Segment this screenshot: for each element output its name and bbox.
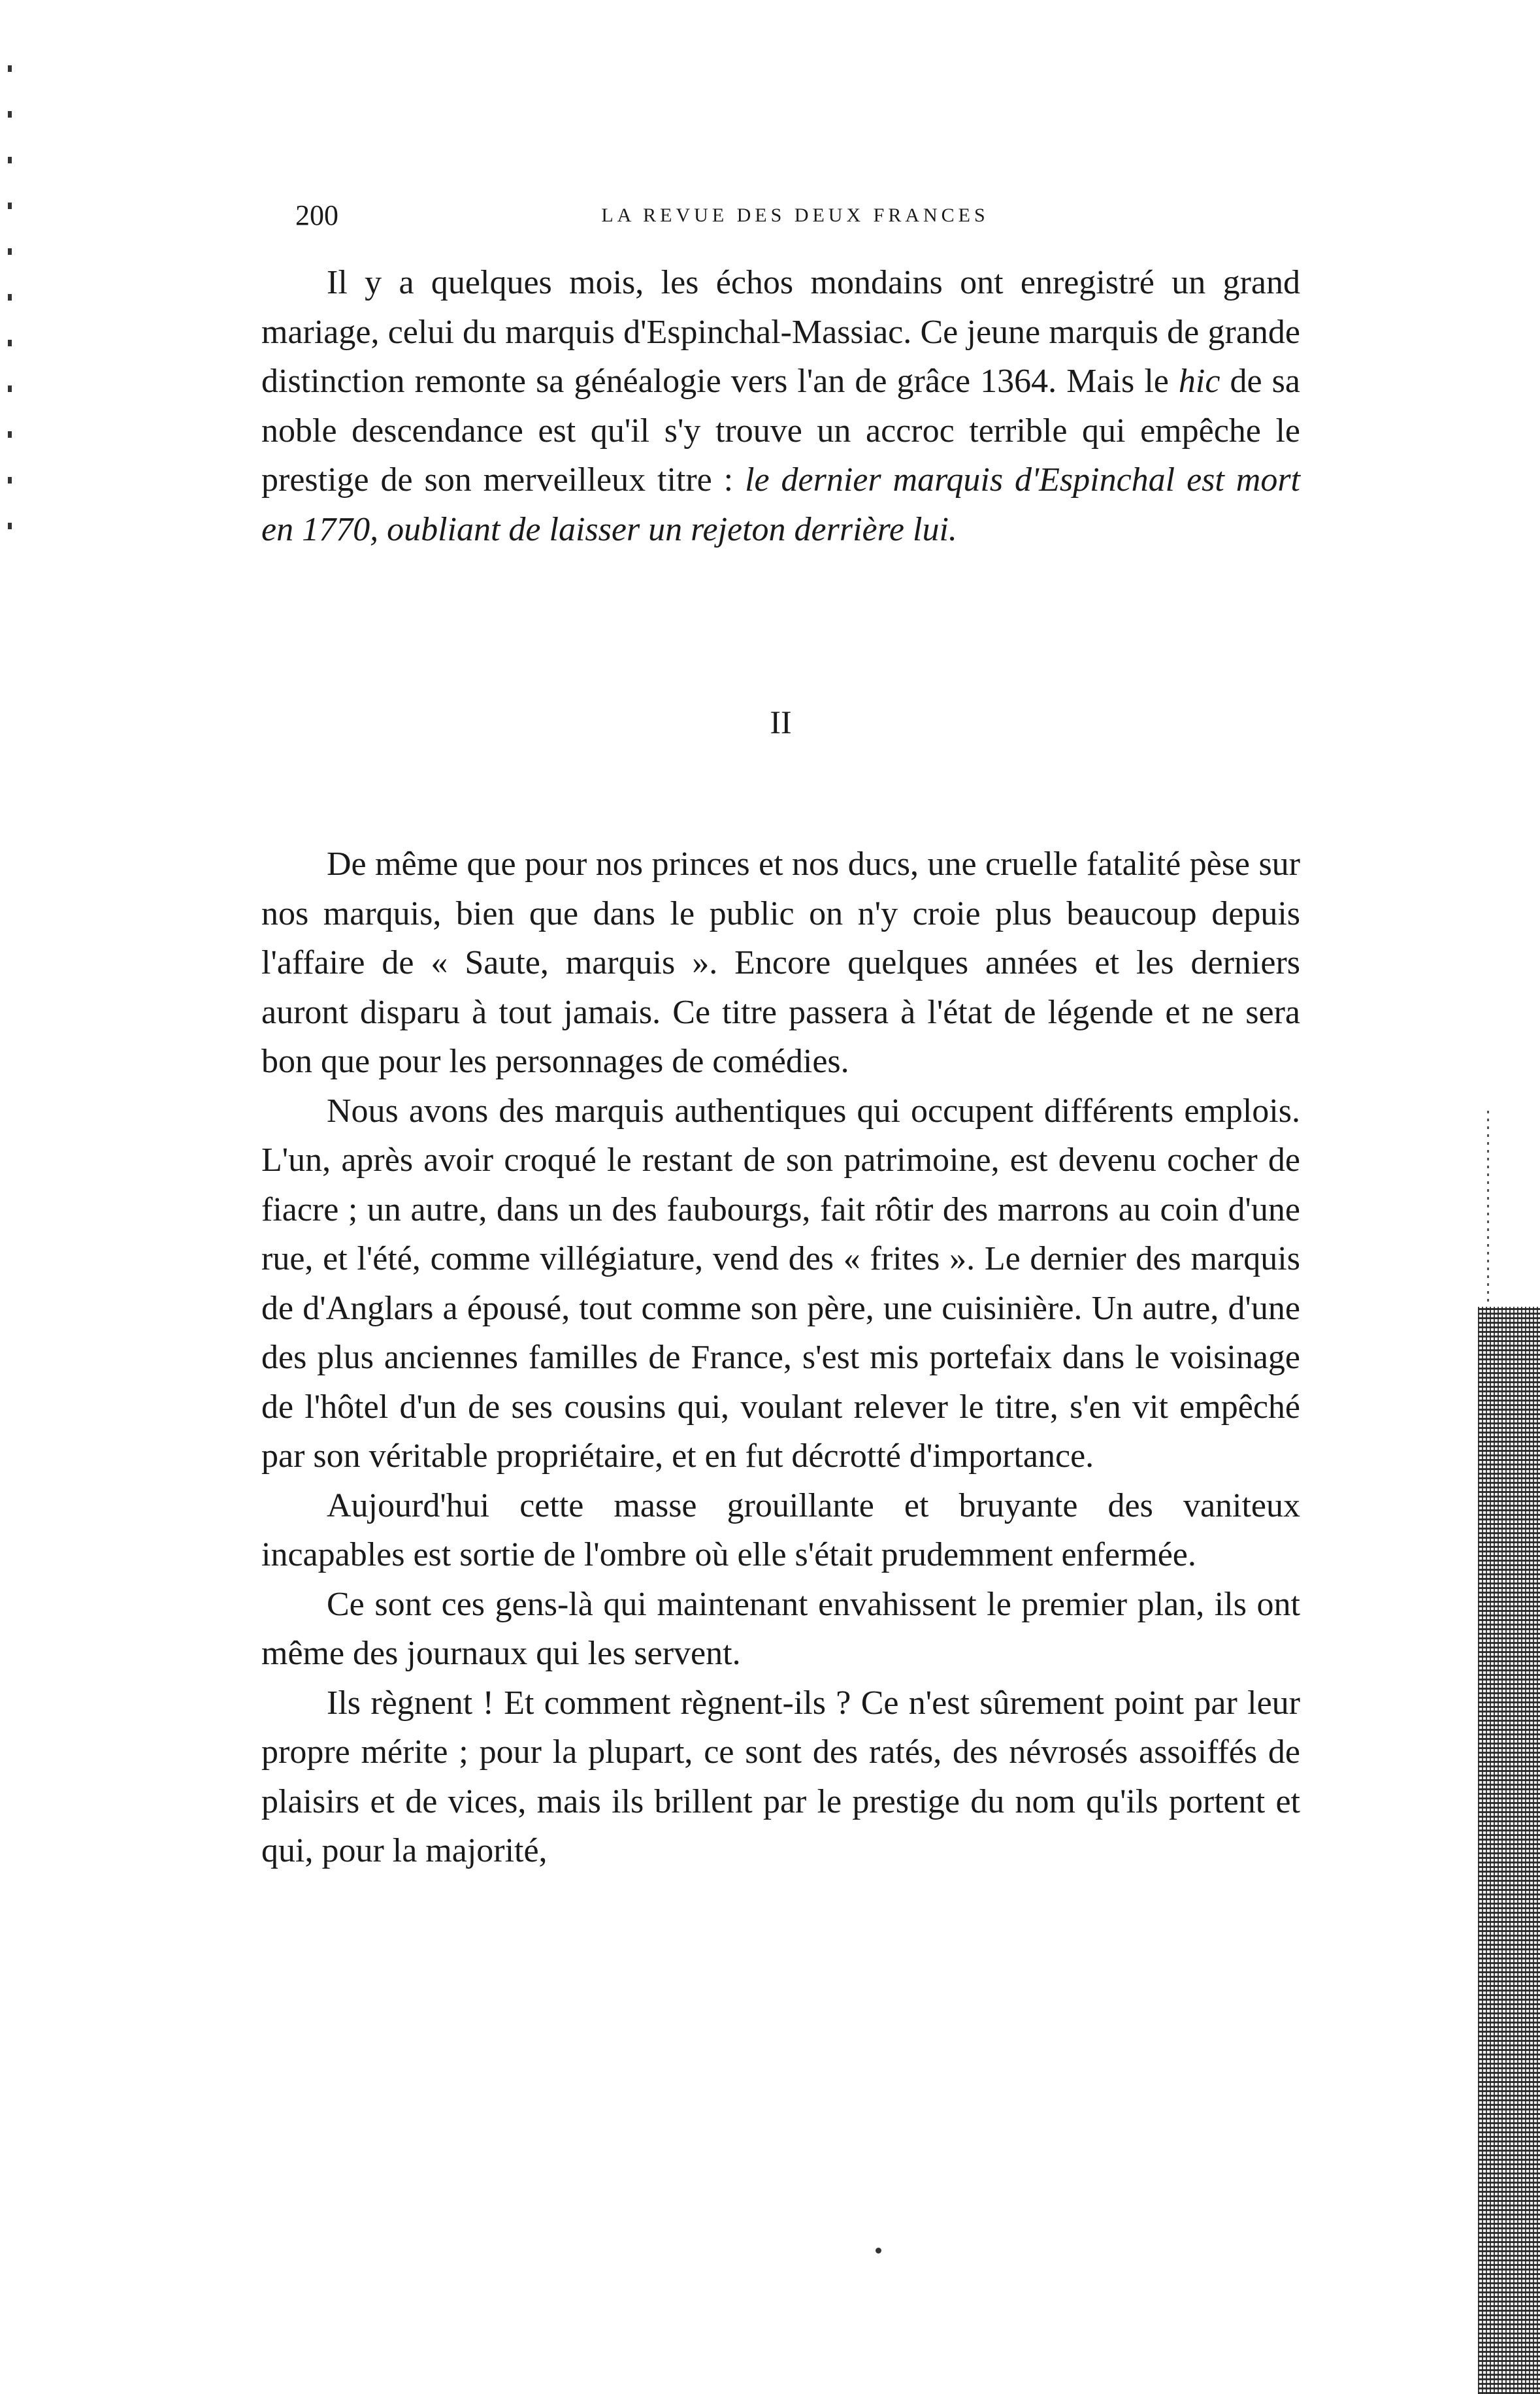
section-2 (261, 840, 1300, 1876)
stray-mark (876, 2248, 881, 2254)
binding-edge (1478, 1307, 1540, 2394)
running-head (295, 196, 1295, 235)
paragraph: Ils règnent ! Et comment règnent-ils ? Ce n'est sûrement point par leur propre mérite ; pour la plupart, ce sont des ratés, des névrosés assoiffés de plaisirs et de vices, mais ils brillent par le prestige du nom qu'ils portent et qui, pour la majorité, (261, 1684, 1300, 1869)
section-numeral: II (770, 704, 792, 740)
binding-line (1487, 1111, 1489, 1320)
margin-dots (8, 65, 12, 555)
text-run: de sa noble descendance est qu'il s'y trouve un accroc terrible qui empêche le prestige de son merveilleux titre : (261, 363, 1300, 499)
italic-term: hic (1178, 363, 1221, 400)
paragraph: Aujourd'hui cette masse grouillante et bruyante des vaniteux incapables est sortie de l'ombre où elle s'était prudemment enfermée. (261, 1486, 1300, 1573)
section-1 (261, 258, 1300, 554)
paragraph: Nous avons des marquis authentiques qui occupent différents emplois. L'un, après avoir croqué le restant de son patrimoine, est devenu cocher de fiacre ; un autre, dans un des faubourgs, fait rôtir des marrons au coin d'une rue, et l'été, comme villégiature, vend des « frites ». Le dernier des marquis de d'Anglars a épousé, tout comme son père, une cuisinière. Un autre, d'une des plus anciennes familles de France, s'est mis portefaix dans le voisinage de l'hôtel d'un de ses cousins qui, voulant relever le titre, s'en vit empêché par son véritable propriétaire, et en fut décrotté d'importance. (261, 1092, 1300, 1475)
text-run: Il y a quelques mois, les échos mondains ont enregistré un grand mariage, celui du marquis d'Espinchal-Massiac. Ce jeune marquis de grande distinction remonte sa généalogie vers l'an de grâce 1364. Mais le (261, 264, 1300, 400)
paragraph: De même que pour nos princes et nos ducs, une cruelle fatalité pèse sur nos marquis, bien que dans le public on n'y croie plus beaucoup depuis l'affaire de « Saute, marquis ». Encore quelques années et les derniers auront disparu à tout jamais. Ce titre passera à l'état de légende et ne sera bon que pour les personnages de comédies. (261, 845, 1300, 1080)
journal-title: LA REVUE DES DEUX FRANCES (601, 205, 989, 226)
italic-quote: le dernier marquis d'Espinchal est mort en 1770, oubliant de laisser un rejeton derrière lui. (261, 461, 1300, 548)
paragraph (261, 258, 1300, 554)
page-number: 200 (295, 199, 338, 231)
paragraph: Ce sont ces gens-là qui maintenant envahissent le premier plan, ils ont même des journaux qui les servent. (261, 1585, 1300, 1672)
